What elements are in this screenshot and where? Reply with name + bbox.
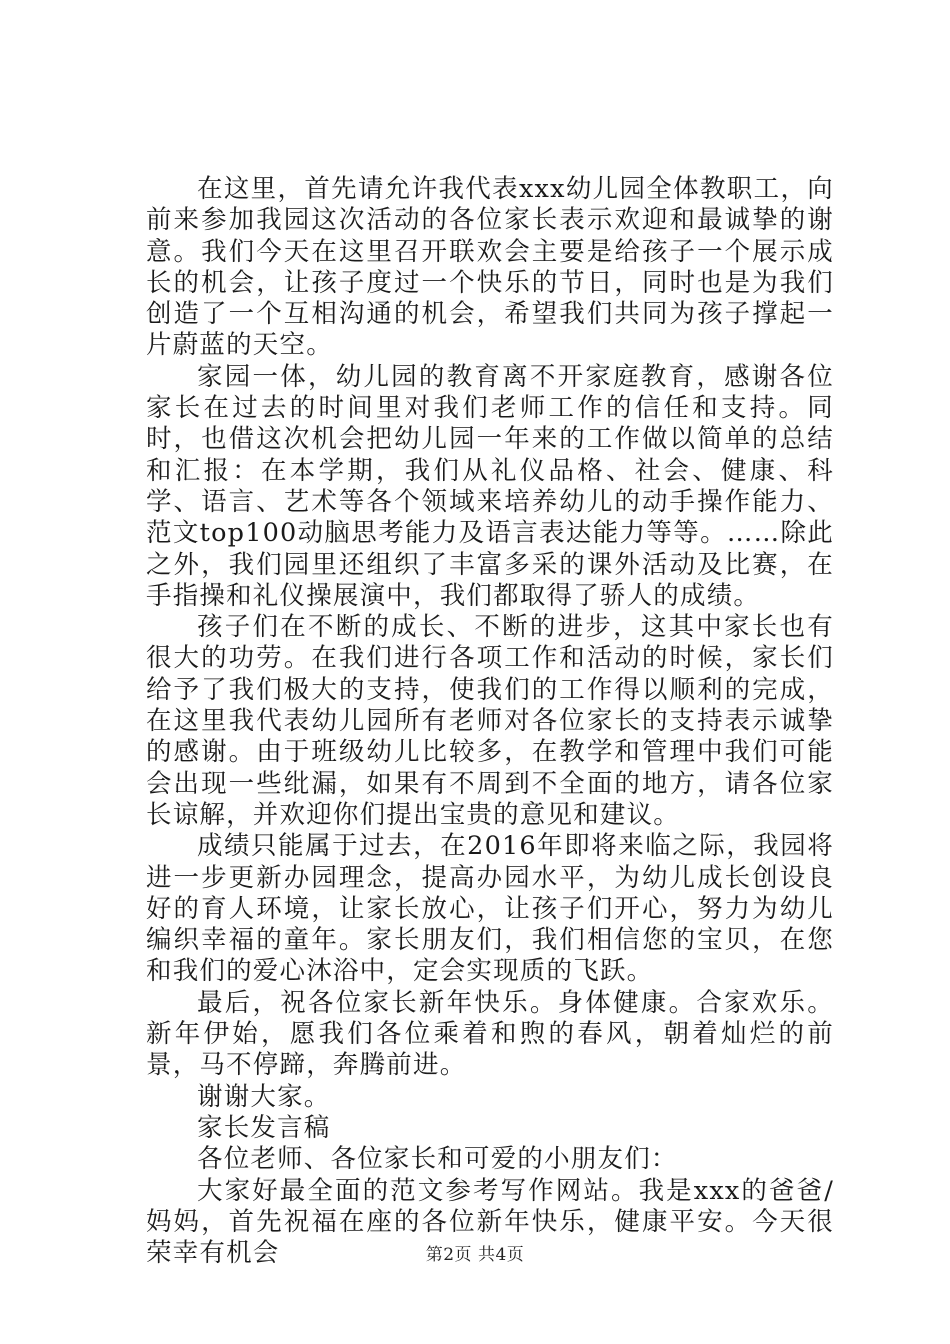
paragraph-welcome: 在这里，首先请允许我代表xxx幼儿园全体教职工，向前来参加我园这次活动的各位家长表示欢迎和最诚挚的谢意。我们今天在这里召开联欢会主要是给孩子一个展示成长的机会，让孩子度过一个快乐的节日，同时也是为我们创造了一个互相沟通的机会，希望我们共同为孩子撑起一片蔚蓝的天空。 (146, 174, 834, 361)
section-heading-parent-speech: 家长发言稿 (197, 1112, 331, 1143)
page-number-label: 第2页 共4页 (425, 1245, 525, 1265)
paragraph-future: 成绩只能属于过去，在2016年即将来临之际，我园将进一步更新办园理念，提高办园水平，为幼儿成长创设良好的育人环境，让家长放心，让孩子们开心，努力为幼儿编织幸福的童年。家长朋友们，我们相信您的宝贝，在您和我们的爱心沐浴中，定会实现质的飞跃。 (146, 831, 834, 987)
paragraph-parent-intro: 大家好最全面的范文参考写作网站。我是xxx的爸爸/妈妈，首先祝福在座的各位新年快乐，健康平安。今天很荣幸有机会 (146, 1175, 834, 1269)
paragraph-salutation: 各位老师、各位家长和可爱的小朋友们： (197, 1144, 678, 1175)
document-body (146, 174, 834, 1269)
paragraph-parents-credit: 孩子们在不断的成长、不断的进步，这其中家长也有很大的功劳。在我们进行各项工作和活动的时候，家长们给予了我们极大的支持，使我们的工作得以顺利的完成，在这里我代表幼儿园所有老师对各位家长的支持表示诚挚的感谢。由于班级幼儿比较多，在教学和管理中我们可能会出现一些纰漏，如果有不周到不全面的地方，请各位家长谅解，并欢迎你们提出宝贵的意见和建议。 (146, 612, 834, 830)
page-footer (0, 1244, 950, 1266)
paragraph-home-school: 家园一体，幼儿园的教育离不开家庭教育，感谢各位家长在过去的时间里对我们老师工作的信任和支持。同时，也借这次机会把幼儿园一年来的工作做以简单的总结和汇报：在本学期，我们从礼仪品格、社会、健康、科学、语言、艺术等各个领域来培养幼儿的动手操作能力、范文top100动脑思考能力及语言表达能力等等。……除此之外，我们园里还组织了丰富多采的课外活动及比赛，在手指操和礼仪操展演中，我们都取得了骄人的成绩。 (146, 361, 834, 611)
paragraph-thanks: 谢谢大家。 (197, 1081, 331, 1112)
paragraph-wishes: 最后，祝各位家长新年快乐。身体健康。合家欢乐。新年伊始，愿我们各位乘着和煦的春风，朝着灿烂的前景，马不停蹄，奔腾前进。 (146, 987, 834, 1081)
